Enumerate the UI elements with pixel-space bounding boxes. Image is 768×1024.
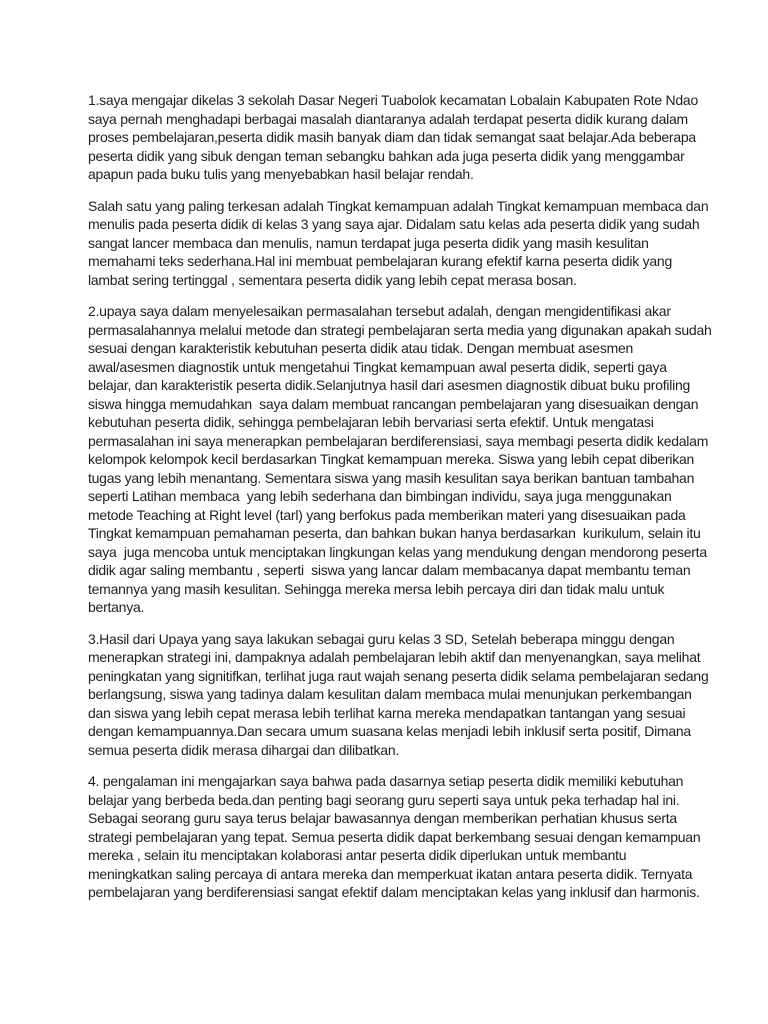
paragraph-line: meningkatkan saling percaya di antara mereka dan memperkuat ikatan antara peserta didik. Ternyata <box>88 865 693 882</box>
paragraph-line: belajar yang berbeda beda.dan penting bagi seorang guru seperti saya untuk peka terhadap hal ini. <box>88 791 680 808</box>
paragraph <box>88 302 712 617</box>
paragraph-line: menulis pada peserta didik di kelas 3 yang saya ajar. Didalam satu kelas ada peserta didik yang sudah <box>88 216 700 232</box>
paragraph-line: lambat sering tertinggal , sementara peserta didik yang lebih cepat merasa bosan. <box>88 271 577 288</box>
paragraph-line: proses pembelajaran,peserta didik masih banyak diam dan tidak semangat saat belajar.Ada beberapa <box>88 129 696 145</box>
paragraph-line: 4. pengalaman ini mengajarkan saya bahwa pada dasarnya setiap peserta didik memiliki kebutuhan <box>88 773 684 789</box>
paragraph-line: siswa hingga memudahkan saya dalam membuat rancangan pembelajaran yang disesuaikan dengan <box>88 395 699 412</box>
paragraph-line: metode Teaching at Right level (tarl) yang berfokus pada memberikan materi yang disesuaikan pada <box>88 506 686 523</box>
paragraph-line: permasalahannya melalui metode dan strategi pembelajaran serta media yang digunakan apakah sudah <box>88 321 712 338</box>
paragraph-line: temannya yang masih kesulitan. Sehingga mereka mersa lebih percaya diri dan tidak malu untuk <box>88 580 665 597</box>
paragraph-line: dengan kemampuannya.Dan secara umum suasana kelas menjadi lebih inklusif serta positif, Dimana <box>88 723 691 739</box>
paragraph-line: peserta didik yang sibuk dengan teman sebangku bahkan ada juga peserta didik yang menggambar <box>88 147 685 164</box>
paragraph-line: kelompok kelompok kecil berdasarkan Tingkat kemampuan mereka. Siswa yang lebih cepat diberikan <box>88 451 695 467</box>
paragraph-line: seperti Latihan membaca yang lebih sederhana dan bimbingan individu, saya juga menggunakan <box>88 488 672 504</box>
paragraph-line: apapun pada buku tulis yang menyebabkan hasil belajar rendah. <box>88 166 474 182</box>
paragraph-line: belajar, dan karakteristik peserta didik.Selanjutnya hasil dari asesmen diagnostik dibuat buku profiling <box>88 377 691 393</box>
paragraph-line: sangat lancer membaca dan menulis, namun terdapat juga peserta didik yang masih kesulitan <box>88 234 649 251</box>
paragraph-line: awal/asesmen diagnostik untuk mengetahui Tingkat kemampuan awal peserta didik, seperti gaya <box>88 358 667 375</box>
paragraph-line: 2.upaya saya dalam menyelesaikan permasalahan tersebut adalah, dengan mengidentifikasi akar <box>88 303 671 319</box>
paragraph-line: tugas yang lebih menantang. Sementara siswa yang masih kesulitan saya berikan bantuan tambahan <box>88 469 695 486</box>
paragraph-line: Sebagai seorang guru saya terus belajar bawasannya dengan memberikan perhatian khusus serta <box>88 810 677 826</box>
paragraph <box>88 197 708 290</box>
paragraph-line: dan siswa yang lebih cepat merasa lebih terlihat karna mereka mendapatkan tantangan yang sesuai <box>88 704 686 721</box>
paragraph-line: saya pernah menghadapi berbagai masalah diantaranya adalah terdapat peserta didik kurang dalam <box>88 110 688 127</box>
document-body <box>88 91 712 915</box>
paragraph-line: permasalahan ini saya menerapkan pembelajaran berdiferensiasi, saya membagi peserta didik kedalam <box>88 432 709 449</box>
paragraph <box>88 772 708 902</box>
paragraph-line: didik agar saling membantu , seperti siswa yang lancar dalam membacanya dapat membantu teman <box>88 562 691 578</box>
paragraph-line: bertanya. <box>88 599 145 615</box>
paragraph-line: peningkatan yang signitifkan, terlihat juga raut wajah senang peserta didik selama pembelajaran sedang <box>88 667 709 684</box>
paragraph-line: Salah satu yang paling terkesan adalah Tingkat kemampuan adalah Tingkat kemampuan membaca dan <box>88 197 709 214</box>
paragraph <box>88 91 708 184</box>
paragraph-line: semua peserta didik merasa dihargai dan dilibatkan. <box>88 741 399 758</box>
paragraph-line: mereka , selain itu menciptakan kolaborasi antar peserta didik diperlukan untuk membantu <box>88 847 627 863</box>
paragraph-line: strategi pembelajaran yang tepat. Semua peserta didik dapat berkembang sesuai dengan kemampuan <box>88 828 701 845</box>
paragraph-line: pembelajaran yang berdiferensiasi sangat efektif dalam menciptakan kelas yang inklusif dan harmonis. <box>88 884 700 900</box>
paragraph <box>88 630 708 760</box>
paragraph-line: saya juga mencoba untuk menciptakan lingkungan kelas yang mendukung dengan mendorong peserta <box>88 543 707 560</box>
paragraph-line: menerapkan strategi ini, dampaknya adalah pembelajaran lebih aktif dan menyenangkan, saya melihat <box>88 649 701 665</box>
paragraph-line: 1.saya mengajar dikelas 3 sekolah Dasar Negeri Tuabolok kecamatan Lobalain Kabupaten Rote Ndao <box>88 92 699 108</box>
paragraph-line: 3.Hasil dari Upaya yang saya lakukan sebagai guru kelas 3 SD, Setelah beberapa minggu dengan <box>88 630 675 647</box>
paragraph-line: Tingkat kemampuan pemahaman peserta, dan bahkan bukan hanya berdasarkan kurikulum, selain itu <box>88 525 701 541</box>
paragraph-line: berlangsung, siswa yang tadinya dalam kesulitan dalam membaca mulai menunjukan perkembangan <box>88 686 692 702</box>
paragraph-line: memahami teks sederhana.Hal ini membuat pembelajaran kurang efektif karna peserta didik yang <box>88 253 672 269</box>
paragraph-line: sesuai dengan karakteristik kebutuhan peserta didik atau tidak. Dengan membuat asesmen <box>88 340 634 356</box>
paragraph-line: kebutuhan peserta didik, sehingga pembelajaran lebih bervariasi serta efektif. Untuk mengatasi <box>88 414 654 430</box>
